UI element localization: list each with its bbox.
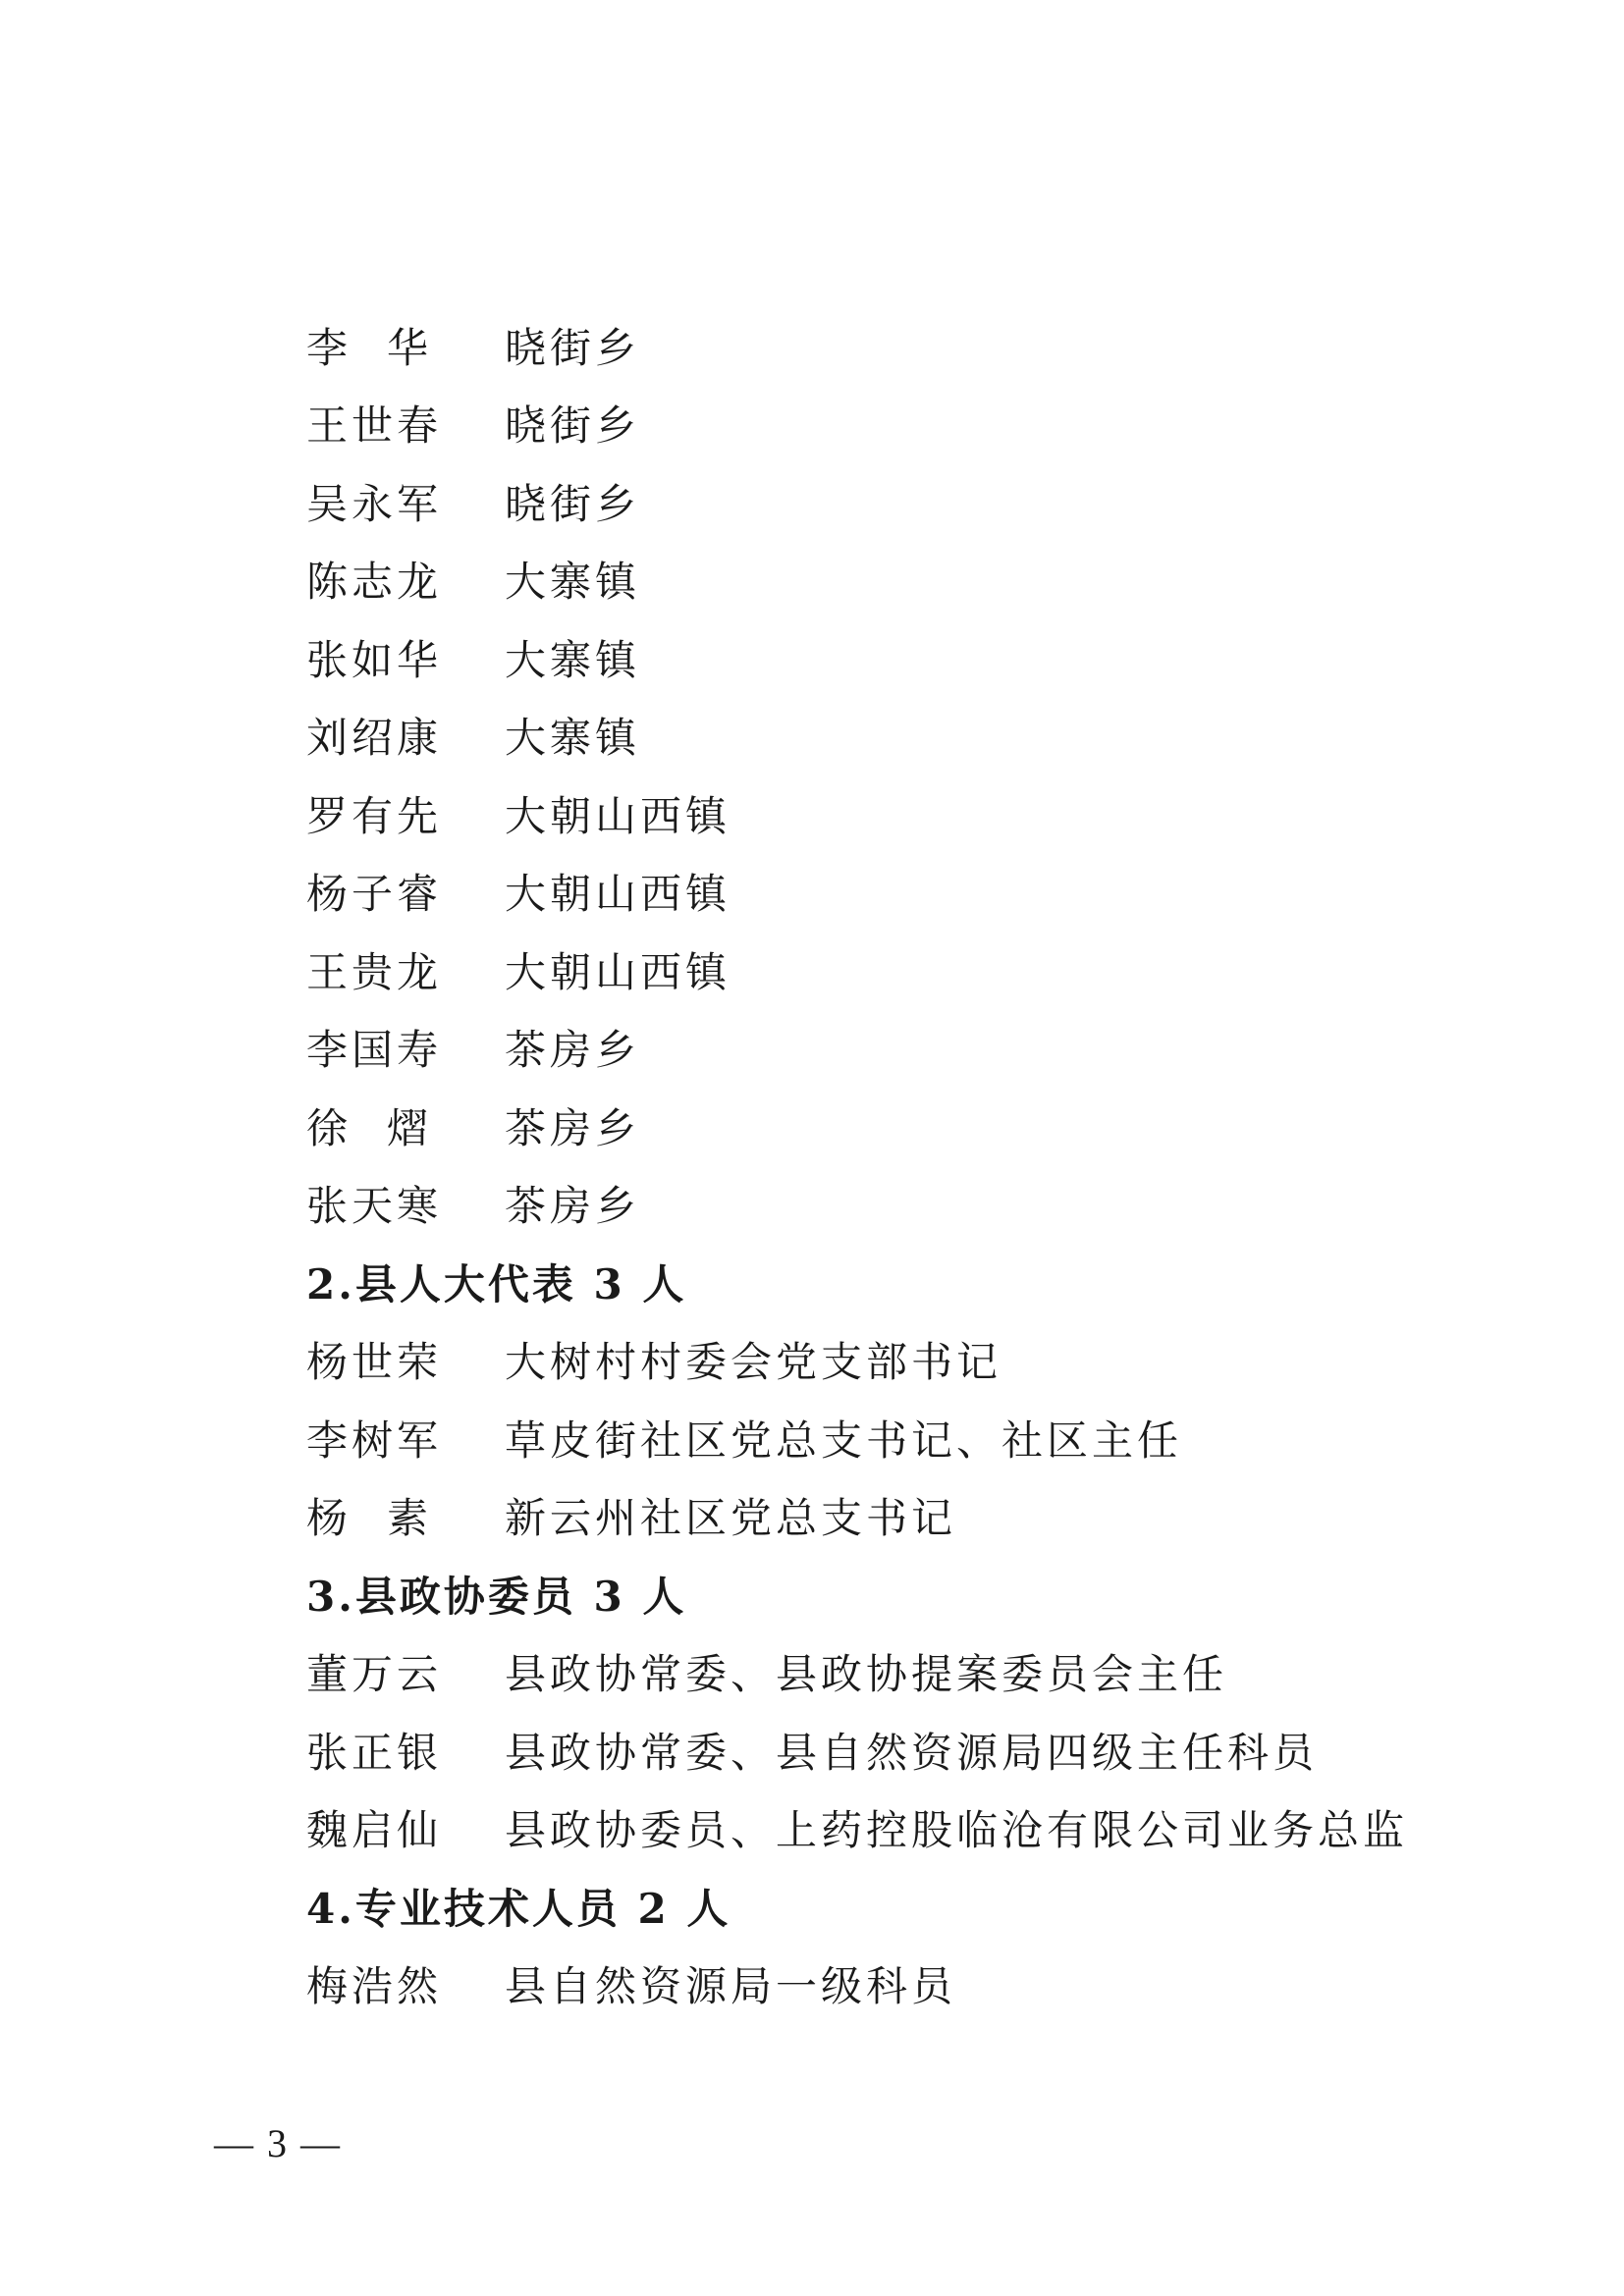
list-item xyxy=(306,541,1435,619)
person-unit: 茶房乡 xyxy=(505,1026,641,1075)
person-unit: 大朝山西镇 xyxy=(505,791,731,840)
list-item xyxy=(306,853,1435,932)
list-item xyxy=(306,385,1435,463)
list-item xyxy=(306,1633,1435,1712)
person-name: 李树军 xyxy=(306,1415,443,1465)
person-name: 罗有先 xyxy=(306,791,443,840)
section-heading: 4.专业技术人员 2 人 xyxy=(306,1884,731,1933)
person-position: 新云州社区党总支书记 xyxy=(505,1494,957,1543)
list-item xyxy=(306,1165,1435,1244)
list-item xyxy=(306,931,1435,1009)
section-heading: 3.县政协委员 3 人 xyxy=(306,1572,687,1621)
list-item xyxy=(306,1789,1435,1868)
person-name: 张正银 xyxy=(306,1728,443,1777)
list-item xyxy=(306,774,1435,853)
person-unit: 晓街乡 xyxy=(505,323,641,372)
person-position: 县政协委员、上药控股临沧有限公司业务总监 xyxy=(505,1806,1409,1855)
person-name: 梅浩然 xyxy=(306,1962,443,2011)
person-name: 张天寒 xyxy=(306,1182,443,1231)
person-unit: 大寨镇 xyxy=(505,558,641,607)
list-item xyxy=(306,1087,1435,1165)
person-name: 张如华 xyxy=(306,635,443,684)
list-item xyxy=(306,1477,1435,1556)
list-item xyxy=(306,306,1435,385)
person-name: 董万云 xyxy=(306,1650,443,1699)
list-item xyxy=(306,1009,1435,1088)
person-name: 陈志龙 xyxy=(306,558,443,607)
person-unit: 晓街乡 xyxy=(505,401,641,451)
list-item xyxy=(306,1946,1435,2024)
person-name: 杨子睿 xyxy=(306,870,443,919)
person-name: 徐 熠 xyxy=(306,1103,432,1152)
person-unit: 大寨镇 xyxy=(505,635,641,684)
person-position: 县政协常委、县自然资源局四级主任科员 xyxy=(505,1728,1319,1777)
person-name: 杨世荣 xyxy=(306,1338,443,1387)
list-item xyxy=(306,618,1435,697)
person-name: 李国寿 xyxy=(306,1026,443,1075)
page-number: — 3 — xyxy=(214,2121,342,2165)
person-name: 王世春 xyxy=(306,401,443,451)
person-name: 杨 素 xyxy=(306,1494,432,1543)
list-item xyxy=(306,1711,1435,1789)
person-name: 吴永军 xyxy=(306,479,443,528)
person-name: 李 华 xyxy=(306,323,432,372)
person-unit: 大朝山西镇 xyxy=(505,870,731,919)
list-item xyxy=(306,462,1435,541)
person-position: 县政协常委、县政协提案委员会主任 xyxy=(505,1650,1228,1699)
person-name: 王贵龙 xyxy=(306,947,443,996)
person-name: 刘绍康 xyxy=(306,714,443,763)
person-position: 县自然资源局一级科员 xyxy=(505,1962,957,2011)
person-position: 大树村村委会党支部书记 xyxy=(505,1338,1002,1387)
person-unit: 茶房乡 xyxy=(505,1182,641,1231)
person-unit: 大朝山西镇 xyxy=(505,947,731,996)
list-item xyxy=(306,697,1435,775)
person-unit: 大寨镇 xyxy=(505,714,641,763)
person-unit: 茶房乡 xyxy=(505,1103,641,1152)
person-name: 魏启仙 xyxy=(306,1806,443,1855)
document-body xyxy=(306,306,1435,2023)
person-unit: 晓街乡 xyxy=(505,479,641,528)
list-item xyxy=(306,1399,1435,1477)
list-item xyxy=(306,1321,1435,1400)
section-heading: 2.县人大代表 3 人 xyxy=(306,1259,687,1308)
person-position: 草皮街社区党总支书记、社区主任 xyxy=(505,1415,1183,1465)
